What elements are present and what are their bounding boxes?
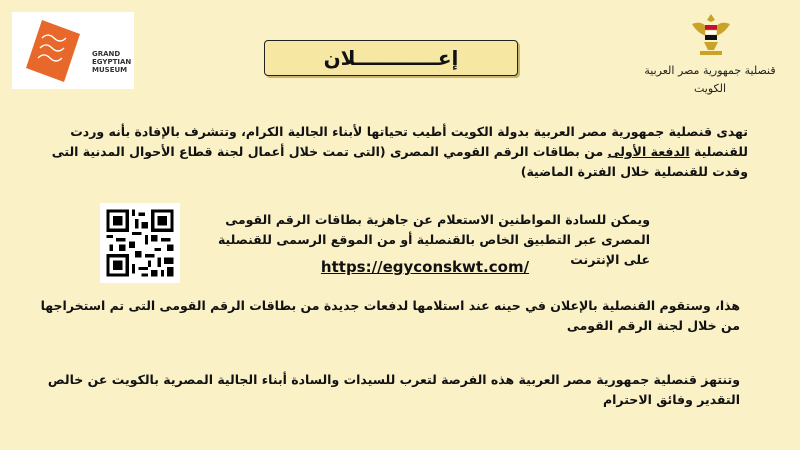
consulate-name-line1: قنصلية جمهورية مصر العربية (644, 64, 776, 77)
qr-code-icon (100, 203, 180, 283)
grand-egyptian-museum-logo (12, 12, 134, 89)
first-batch-underlined: الدفعة الأولى (607, 144, 690, 159)
consulate-name-line2: الكويت (693, 82, 727, 95)
announcement-title (264, 40, 518, 76)
paragraph-closing: وتنتهز قنصلية جمهورية مصر العربية هذه الفرصة لتعرب للسيدات والسادة أبناء الجالية المصرية بالكويت عن خالص التقدير وفائق الاحترام (47, 372, 740, 407)
website-qr-code (100, 203, 180, 283)
museum-logo-text: GRAND EGYPTIAN MUSEUM (92, 50, 132, 74)
egypt-eagle-emblem-icon (688, 12, 734, 58)
paragraph-new-batches: هذا، وستقوم القنصلية بالإعلان في حينه عند استلامها لدفعات جديدة من بطاقات الرقم القومى التى تم استخراجها من خلال لجنة الرقم القومى (40, 298, 740, 333)
announcement-title-text: إعــــــــــــلان (323, 46, 459, 70)
paragraph-inquiry: ويمكن للسادة المواطنين الاستعلام عن جاهزية بطاقات الرقم القومى المصرى عبر التطبيق الخاص بالقنصلية أو من الموقع الرسمى للقنصلية على الإنترنت (217, 212, 650, 267)
consulate-website-link[interactable]: https://egyconskwt.com/ (320, 258, 530, 276)
consulate-name (620, 62, 800, 98)
paragraph-first-batch: تهدى قنصلية جمهورية مصر العربية بدولة الكويت أطيب تحياتها لأبناء الجالية الكرام، وتتشرف بالإفادة بأنه وردت للقنصلية الدفعة الأولى من بطاقات الرقم القومي المصرى (التى تمت خلال أعمال لجنة قطاع الأحوال المدنية التى وفدت للقنصلية خلال الفترة الماضية) (51, 124, 748, 179)
